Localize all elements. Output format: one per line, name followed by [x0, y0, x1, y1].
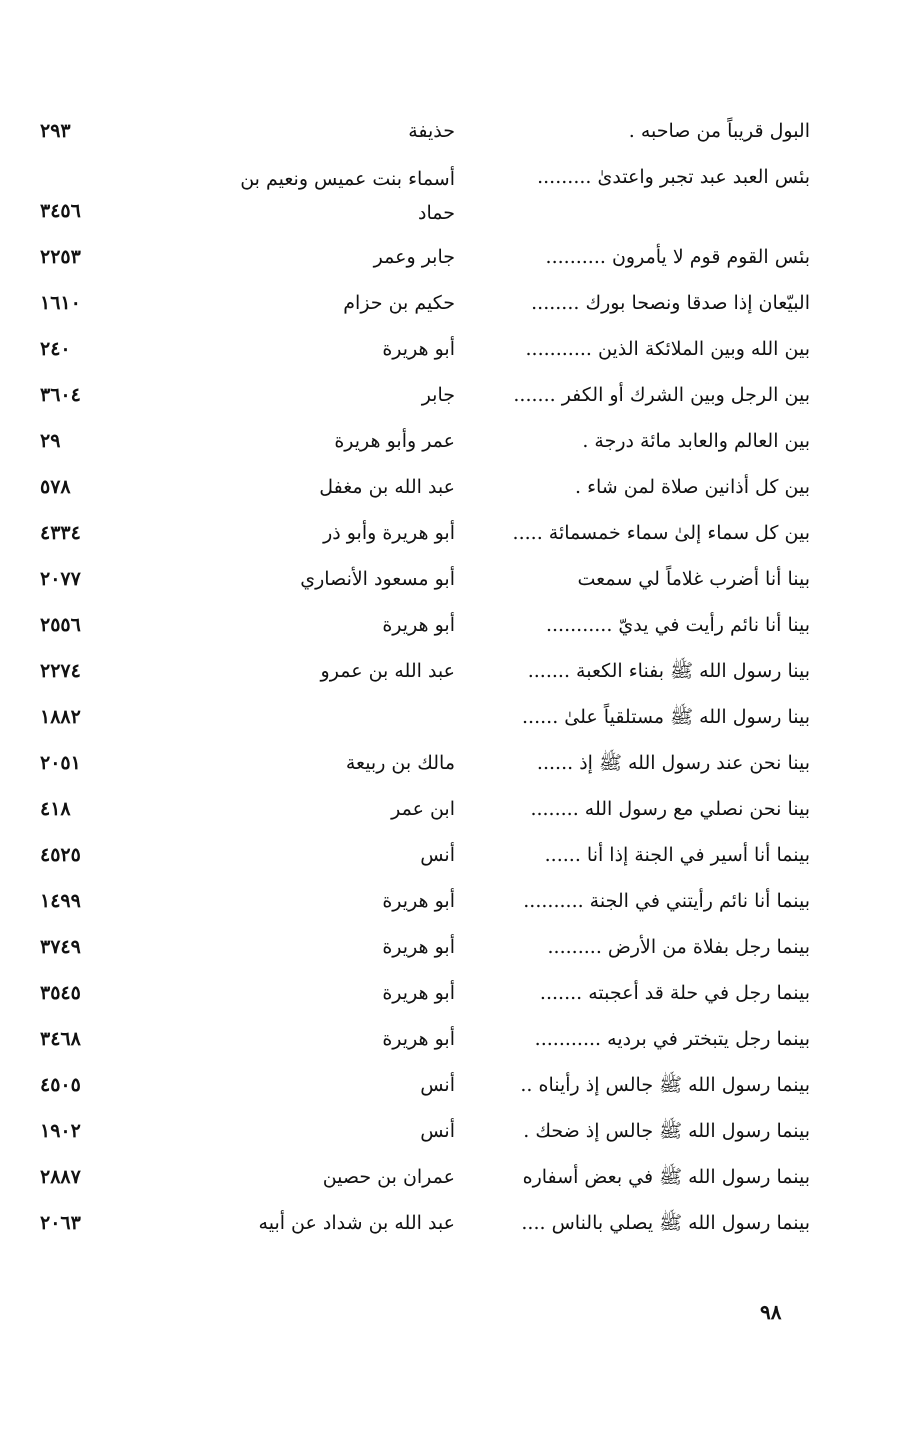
hadith-number: ٢٩٣: [40, 120, 71, 142]
narrator-name: أنس: [420, 1120, 455, 1142]
index-row: [30, 698, 820, 744]
hadith-index-table: [30, 112, 820, 1250]
hadith-phrase: بين الله وبين الملائكة الذين ...........: [525, 338, 810, 360]
hadith-number: ٢٨٨٧: [40, 1166, 81, 1188]
hadith-number: ٣٤٥٦: [40, 200, 81, 222]
index-row: [30, 974, 820, 1020]
index-row: [30, 514, 820, 560]
narrator-name: أنس: [420, 1074, 455, 1096]
hadith-phrase: بينما رسول الله ﷺ جالس إذ ضحك .: [523, 1120, 810, 1142]
narrator-name: أبو هريرة: [382, 1028, 455, 1050]
index-row: [30, 112, 820, 158]
hadith-phrase: البيّعان إذا صدقا ونصحا بورك ........: [531, 292, 810, 314]
index-row: [30, 1020, 820, 1066]
hadith-phrase: بينا أنا أضرب غلاماً لي سمعت: [577, 568, 810, 590]
hadith-number: ١٨٨٢: [40, 706, 81, 728]
index-row: [30, 744, 820, 790]
index-row: [30, 560, 820, 606]
hadith-number: ٣٧٤٩: [40, 936, 81, 958]
narrator-name: حذيفة: [408, 120, 455, 142]
index-row: [30, 606, 820, 652]
hadith-phrase: بينما أنا أسير في الجنة إذا أنا ......: [544, 844, 810, 866]
narrator-name: عبد الله بن عمرو: [320, 660, 455, 682]
hadith-number: ٢٠٦٣: [40, 1212, 81, 1234]
hadith-number: ٢٢٥٣: [40, 246, 81, 268]
narrator-name: مالك بن ربيعة: [345, 752, 455, 774]
hadith-phrase: بينما أنا نائم رأيتني في الجنة ..........: [523, 890, 810, 912]
index-row: [30, 376, 820, 422]
index-row: [30, 1158, 820, 1204]
hadith-number: ٢٠٧٧: [40, 568, 81, 590]
hadith-phrase: بين كل سماء إلىٰ سماء خمسمائة .....: [512, 522, 810, 544]
index-row: [30, 1204, 820, 1250]
narrator-name: حكيم بن حزام: [343, 292, 455, 314]
hadith-number: ٢٤٠: [40, 338, 71, 360]
narrator-name: ابن عمر: [391, 798, 455, 820]
narrator-name: عبد الله بن مغفل: [319, 476, 455, 498]
narrator-name: أبو هريرة: [382, 614, 455, 636]
hadith-phrase: بينا رسول الله ﷺ بفناء الكعبة .......: [527, 660, 810, 682]
index-row: [30, 158, 820, 238]
hadith-number: ٤٣٣٤: [40, 522, 81, 544]
hadith-number: ١٦١٠: [40, 292, 81, 314]
hadith-phrase: بينما رجل يتبختر في برديه ...........: [534, 1028, 810, 1050]
hadith-phrase: بين العالم والعابد مائة درجة .: [582, 430, 810, 452]
narrator-name: أبو هريرة: [382, 338, 455, 360]
index-row: [30, 238, 820, 284]
hadith-phrase: بين كل أذانين صلاة لمن شاء .: [574, 476, 810, 498]
index-row: [30, 652, 820, 698]
index-row: [30, 790, 820, 836]
narrator-name: أبو مسعود الأنصاري: [300, 568, 455, 590]
hadith-number: ٤٥٠٥: [40, 1074, 81, 1096]
page-number: ٩٨: [760, 1300, 782, 1324]
hadith-phrase: بينما رسول الله ﷺ في بعض أسفاره: [522, 1166, 810, 1188]
hadith-phrase: بينا نحن نصلي مع رسول الله ........: [530, 798, 810, 820]
narrator-name: جابر: [421, 384, 455, 406]
hadith-number: ٣٤٦٨: [40, 1028, 81, 1050]
index-row: [30, 1112, 820, 1158]
narrator-name: أسماء بنت عميس ونعيم بن حماد: [240, 168, 455, 224]
hadith-number: ٣٦٠٤: [40, 384, 81, 406]
narrator-name: أنس: [420, 844, 455, 866]
hadith-number: ١٤٩٩: [40, 890, 81, 912]
hadith-phrase: بينا رسول الله ﷺ مستلقياً علىٰ ......: [522, 706, 810, 728]
narrator-name: عمر وأبو هريرة: [334, 430, 455, 452]
hadith-number: ١٩٠٢: [40, 1120, 81, 1142]
narrator-name: أبو هريرة: [382, 890, 455, 912]
hadith-number: ٥٧٨: [40, 476, 71, 498]
index-row: [30, 422, 820, 468]
hadith-number: ٢٠٥١: [40, 752, 81, 774]
index-row: [30, 330, 820, 376]
hadith-number: ٤١٨: [40, 798, 71, 820]
hadith-phrase: بينما رجل بفلاة من الأرض .........: [547, 936, 810, 958]
index-row: [30, 284, 820, 330]
hadith-phrase: بينما رجل في حلة قد أعجبته .......: [539, 982, 810, 1004]
hadith-phrase: بئس القوم قوم لا يأمرون ..........: [545, 246, 810, 268]
index-row: [30, 836, 820, 882]
narrator-name: عبد الله بن شداد عن أبيه: [258, 1212, 455, 1234]
hadith-phrase: البول قريباً من صاحبه .: [628, 120, 810, 142]
hadith-phrase: بينما رسول الله ﷺ يصلي بالناس ....: [521, 1212, 810, 1234]
narrator-name: أبو هريرة: [382, 982, 455, 1004]
hadith-phrase: بينا نحن عند رسول الله ﷺ إذ ......: [536, 752, 810, 774]
narrator-name: أبو هريرة: [382, 936, 455, 958]
hadith-phrase: بئس العبد عبد تجبر واعتدىٰ .........: [537, 166, 810, 188]
index-row: [30, 1066, 820, 1112]
hadith-phrase: بينما رسول الله ﷺ جالس إذ رأيناه ..: [520, 1074, 810, 1096]
index-row: [30, 882, 820, 928]
hadith-number: ٢٩: [40, 430, 61, 452]
hadith-phrase: بين الرجل وبين الشرك أو الكفر .......: [513, 384, 810, 406]
hadith-number: ٢٢٧٤: [40, 660, 81, 682]
hadith-number: ٢٥٥٦: [40, 614, 81, 636]
narrator-name: عمران بن حصين: [322, 1166, 455, 1188]
hadith-number: ٣٥٤٥: [40, 982, 81, 1004]
hadith-phrase: بينا أنا نائم رأيت في يديّ ...........: [545, 614, 810, 636]
narrator-name: جابر وعمر: [373, 246, 455, 268]
index-row: [30, 468, 820, 514]
hadith-number: ٤٥٢٥: [40, 844, 81, 866]
narrator-name: أبو هريرة وأبو ذر: [323, 522, 455, 544]
index-row: [30, 928, 820, 974]
